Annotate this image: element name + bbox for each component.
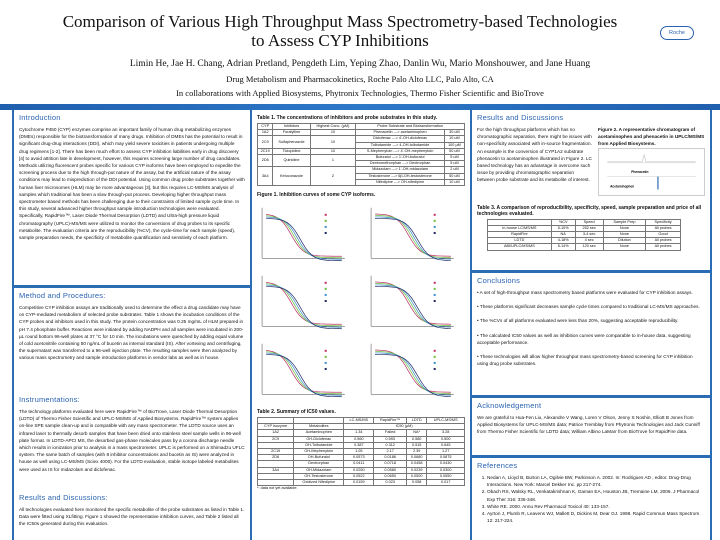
table-row xyxy=(258,480,465,486)
table-cell: 5-14% xyxy=(551,244,575,250)
table-cell: 0.312 xyxy=(374,442,407,448)
table-cell: Phenacetin ---> acetaminophen xyxy=(356,130,445,136)
references-panel xyxy=(472,458,710,540)
references-list xyxy=(477,474,705,524)
conclusions-heading: Conclusions xyxy=(477,276,521,285)
acknowledgement-text: We are grateful to Hua-Fen Liu, Alexandre V Wang, Loren V Olson, Jenny S Noshin, Elliott B Jones from Applied Biosystems for UPLC-MS/MS data; Patrice Tremblay from Phytronix Technologies and Jack Cunniff from Thermo Fisher Scientific for LDTD data; William Albino LaMarr from BioTrove for RapidFire data. xyxy=(477,415,700,435)
table-cell: OH-Diclofenac xyxy=(294,436,344,442)
table-cell: 1.27 xyxy=(427,449,465,455)
table-cell: 0.0300 xyxy=(427,467,465,473)
inhibition-curve-plot xyxy=(365,203,466,265)
column-header: Inhibitors xyxy=(273,124,310,130)
reference-item: 2. Obach RS, Walsky RL, Venkatakrishnan K, Gaman EA, Houston JB, Tremaine LM. 2006. J Pharmacol Exp Ther 316: 336-348. xyxy=(487,488,705,502)
column-header: UPLC-MS/MS xyxy=(427,418,465,424)
inhibition-curve-svg xyxy=(365,339,466,401)
table-cell: LDTD xyxy=(488,238,552,244)
table-cell: Ketoconazole xyxy=(273,167,310,186)
table-cell: Ticlopidine xyxy=(273,148,310,154)
table-cell: NA* xyxy=(406,430,426,436)
table-cell: 10 xyxy=(310,148,356,154)
conclusions-list xyxy=(477,289,705,367)
table-cell: RapidFire xyxy=(488,232,552,238)
legend-marker xyxy=(325,362,327,364)
legend-marker xyxy=(325,350,327,352)
column-header: CYP Isozyme xyxy=(258,424,294,430)
table-row xyxy=(488,244,681,250)
table-cell: Acetaminophen xyxy=(294,430,344,436)
column-header: Specificity xyxy=(646,219,680,225)
table-cell: 0.560 xyxy=(344,436,374,442)
conclusion-item: • These platforms significant decreases sample cycle times compared to traditional LC-MS/MS approaches. xyxy=(477,304,700,310)
legend-marker xyxy=(434,220,436,222)
table-cell: 2C9 xyxy=(258,136,273,148)
table1-block xyxy=(252,110,470,203)
table-cell: 0.0875 xyxy=(427,455,465,461)
inhibition-curve-plot xyxy=(365,271,466,333)
table-cell: 0.0580 xyxy=(374,467,407,473)
legend-marker xyxy=(325,220,327,222)
figure1-caption: Figure 1. Inhibition curves of some CYP isoforms. xyxy=(257,192,376,199)
affiliation: Drug Metabolism and Pharmacokinetics, Roche Palo Alto LLC, Palo Alto, CA xyxy=(226,74,494,84)
table-cell: 2D6 xyxy=(258,455,294,461)
table-cell: 50 uM xyxy=(444,148,464,154)
table-cell: None xyxy=(603,225,646,231)
curve-series xyxy=(266,353,342,395)
table-cell: None xyxy=(603,232,646,238)
table-cell: 0.023 xyxy=(374,480,407,486)
table-cell: 3-4 sec xyxy=(575,232,603,238)
column-header: %CV xyxy=(551,219,575,225)
introduction-text: Cytochrome P450 (CYP) enzymes comprise an important family of human drug metabolizing enzymes (DMEs) responsible for the biotransformation of many drugs. Inhibition of DMEs has the potential to result in significant drug-drug interactions (DDI), which may yield severe toxicities in patients undergoing multiple drug regimens [1-2]. There has been much effort to assess CYP inhibition liabilities early in drug discovery [4] to avoid attrition late in development, however, this requires screening large number of drug candidates. Methods utilizing fluorescent probes specific for various CYP isoforms have been employed to expedite the screening process due to the high through-put nature of the assay, but the artificial nature of the assay conditions may lead to misprediction of the DDI potential. Using common drug probe substrates together with human liver microsomes (HLM) may be more advantageous [3], but this requires LC-MS/MS analysis of samples which traditional has been a slow through-put process. Developing higher throughput mass spectrometer based methods has been challenging due to their constraints of limited sample cycle time. In this study, several advanced higher throughput sample introduction technologies were evaluated. Specifically, RapidFire™, Laser Diode Thermal Desorption (LDTD) and Ultra-high pressure liquid chromatography (UPLC)-MS/MS were utilized to monitor the conversions of drug probes to its specific metabolite. The evaluation criteria are the reproducibility (%CV), the cycle-time for each sample (speed), sample preparation needs, the specificity of metabolite quantification and sensitivity of each platform. xyxy=(19,127,245,241)
table-cell: 5 uM xyxy=(444,161,464,167)
table-cell: Sulfaphenazole xyxy=(273,136,310,148)
inhibition-curve-plot xyxy=(365,339,466,401)
left-column xyxy=(12,110,252,540)
authors: Limin He, Jae H. Chang, Adrian Pretland, Pengdeth Lim, Yeping Zhao, Danlin Wu, Mario Monshouwer, and Jane Huang xyxy=(129,59,591,69)
column-header: LC-MS/MS xyxy=(344,418,374,424)
table-cell: Diclofenac ---> 4'-OH-diclofenac xyxy=(356,136,445,142)
table1 xyxy=(257,123,465,186)
table-cell: 0.017 xyxy=(427,480,465,486)
table-cell: Furafylline xyxy=(273,130,310,136)
column-header: Metabolites xyxy=(294,424,344,430)
instrumentation-text: The technology platforms evaluated here were RapidFire™ of BioTrove, Laser Diode Thermal Desorption (LDTD) of Thermo Fisher Scientific and UPLC-MS/MS of Applied Biosystems. RapidFire™ system applies on-line SPE sample clean-up and is compatible with any mass spectrometer. The LDTD source uses an infrared laser to thermally desorb samples that have been dried onto stainless steel sample wells in 96-well plate format. In LDTD-APCI MS, the desorbed gas-phase molecules pass by a corona discharge needle which results in ionization prior to analysis in a mass spectrometer. UPLC is performed on a Shimadzu UFLC system. The same batch of samples (with 8 inhibitor concentrations and bucetin as IS) were analyzed in house as well using LC-MS/MS (Sciex 4000). For the LDTD evaluation, stable isotope labeled metabolites were used as IS for midazolam and diclofenac. xyxy=(19,409,245,472)
inhibition-curve-plot xyxy=(256,203,357,265)
figure2-caption: Figure 2. A representative chromatogram of acetaminophen and phenacetin in UPLC/MS/MS from Applied Biosystems. xyxy=(598,127,705,147)
table-cell: 1.34 xyxy=(344,430,374,436)
references-heading: References xyxy=(477,461,518,470)
table2-block xyxy=(252,401,470,490)
table-cell: 1 xyxy=(310,155,356,167)
table-cell: 2 xyxy=(310,167,356,186)
curve-series xyxy=(266,286,342,328)
inhibition-curve-svg xyxy=(365,271,466,333)
table-cell: 4-18% xyxy=(551,238,575,244)
results-left-panel xyxy=(14,490,250,540)
table-cell: 1A2 xyxy=(258,430,294,436)
legend-marker xyxy=(325,368,327,370)
table-cell xyxy=(258,480,294,486)
table-cell: All probes xyxy=(646,225,680,231)
table-cell: None xyxy=(603,244,646,250)
table-cell: Testosterone ---> 6β-OH-testosterone xyxy=(356,173,445,179)
table-cell: 0.0718 xyxy=(374,461,407,467)
conclusion-item: • These technologies will allow higher throughput mass spectrometry-based screening for CYP inhibition using drug probe substrates. xyxy=(477,354,693,367)
conclusion-item: • The %CVs of all platforms evaluated were less than 20%, suggesting acceptable reproducibility. xyxy=(477,318,679,324)
acknowledgement-panel xyxy=(472,398,710,458)
table-cell: 0.645 xyxy=(427,442,465,448)
figure1-plots xyxy=(252,203,470,401)
inhibition-curve-plot xyxy=(256,339,357,401)
table-cell: 1.05 xyxy=(344,449,374,455)
results-right-panel xyxy=(472,110,710,273)
legend-marker xyxy=(434,294,436,296)
column-header: Probe Substrate and Biotransformation xyxy=(356,124,465,130)
table-cell: 5 uM xyxy=(444,155,464,161)
table-cell: OH-Mephenytoin xyxy=(294,449,344,455)
column-header: Highest Conc. (µM) xyxy=(310,124,356,130)
table-cell: All probes xyxy=(646,244,680,250)
table-cell: OH-Bufuralol xyxy=(294,455,344,461)
curve-series xyxy=(266,218,342,260)
table-cell: 4 sec xyxy=(575,238,603,244)
curve-series xyxy=(375,215,451,257)
legend-marker xyxy=(325,300,327,302)
column-header: RapidFire™ xyxy=(374,418,407,424)
legend-marker xyxy=(434,282,436,284)
curve-series xyxy=(375,353,451,395)
table-cell: 0.0522 xyxy=(344,473,374,479)
table-cell: 0.580 xyxy=(406,436,426,442)
table-cell: Oxidized Nifedipine xyxy=(294,480,344,486)
legend-marker xyxy=(325,214,327,216)
table-cell: 0.058 xyxy=(406,480,426,486)
table3-caption: Table 3. A comparison of reproducibility, specificity, speed, sample preparation and price of all technologies evaluated. xyxy=(477,204,702,217)
reference-item: 4. Ayrton J, Plumb R, Leavens WJ, Mallett D, Dickins M, Dear GJ. 1998. Rapid Commun Mass Spectrom 12: 217-224. xyxy=(487,510,705,524)
table-cell: 2 uM xyxy=(444,167,464,173)
table-cell: 10 xyxy=(310,136,356,148)
table-cell: Nifedipine ---> OH-nifedipine xyxy=(356,179,445,185)
legend-marker xyxy=(434,300,436,302)
table-cell: S-Mephenytoin ---> 4'-OH-mephenytoin xyxy=(356,148,445,154)
table-cell: 0.0239 xyxy=(406,467,426,473)
curve-series xyxy=(266,354,342,396)
table-cell: 0.387 xyxy=(344,442,374,448)
reference-item: 3. White RE. 2000. Annu Rev Pharmacol Toxicol 40: 133-157. xyxy=(487,503,705,510)
table-cell: 50 uM xyxy=(444,173,464,179)
table2 xyxy=(257,417,465,486)
table3 xyxy=(487,219,681,251)
table-cell: 3A4 xyxy=(258,467,294,473)
table-cell: 2.39 xyxy=(406,449,426,455)
legend-marker xyxy=(434,288,436,290)
table-cell: Dextrorphan xyxy=(294,461,344,467)
table-cell: 2C19 xyxy=(258,148,273,154)
curve-series xyxy=(266,285,342,327)
table-cell: In-house LC/MS/MS xyxy=(488,225,552,231)
table2-footnote: *: data not yet available. xyxy=(257,486,298,491)
inhibition-curve-svg xyxy=(256,203,357,265)
table-cell: 0.0250 xyxy=(344,467,374,473)
table-cell: 120 sec xyxy=(575,244,603,250)
table-cell: OH-Testosterone xyxy=(294,473,344,479)
right-column xyxy=(472,110,712,540)
table-cell: 1A2 xyxy=(258,130,273,136)
curve-series xyxy=(375,217,451,259)
table-cell: OH-Tolbutamide xyxy=(294,442,344,448)
table-cell: 100 µM xyxy=(444,142,464,148)
table-cell: 3.28 xyxy=(427,430,465,436)
method-panel xyxy=(14,288,250,392)
table-cell: Dextromethorphan ---> Dextrorphan xyxy=(356,161,445,167)
instrumentation-panel xyxy=(14,392,250,492)
conclusions-panel xyxy=(472,273,710,398)
table-cell: 0.0573 xyxy=(344,455,374,461)
legend-marker xyxy=(434,356,436,358)
table-cell: 10 uM xyxy=(444,179,464,185)
method-heading: Method and Procedures: xyxy=(19,291,106,300)
conclusion-item: • A set of high-throughput mass spectrometry based platforms were evaluated for CYP inhibition assays. xyxy=(477,290,693,295)
table-cell: 3A4 xyxy=(258,167,273,186)
results-right-text: For the high throughput platforms which has no chromatographic separation, there might be issues with non-specificity associated with in-source fragmentation. An example is the conversion of CYP1A2 substrate phenacetin to acetaminophen illustrated in Figure 2. LC based technology has an advantage in overcome such issue by providing chromatographic separation between probe substrate and its metabolite of interest. xyxy=(477,127,592,183)
table-cell: All probes xyxy=(646,238,680,244)
legend-marker xyxy=(434,362,436,364)
table-cell: 10 uM xyxy=(444,136,464,142)
phenacetin-label: Phenacetin xyxy=(631,169,649,174)
legend-marker xyxy=(325,356,327,358)
table-cell: Good xyxy=(646,232,680,238)
curve-series xyxy=(266,217,342,259)
table1-caption: Table 1. The concentrations of inhibitors and probe substrates in this study. xyxy=(257,115,438,121)
legend-marker xyxy=(434,232,436,234)
column-header: Speed xyxy=(575,219,603,225)
legend-marker xyxy=(325,232,327,234)
legend-marker xyxy=(434,368,436,370)
table-cell: 0.500 xyxy=(427,436,465,442)
legend-marker xyxy=(434,226,436,228)
table-cell: Dilution xyxy=(603,238,646,244)
table-cell: 2.17 xyxy=(374,449,407,455)
table-cell: 30 uM xyxy=(444,130,464,136)
acetaminophen-label: Acetaminophen xyxy=(610,184,635,189)
table-cell: OH-Midazolam xyxy=(294,467,344,473)
column-header: IC50 (µM) xyxy=(344,424,465,430)
table-cell: 2C19 xyxy=(258,449,294,455)
instrumentation-heading: Instrumentations: xyxy=(19,395,80,404)
middle-column xyxy=(252,110,472,540)
method-text: Competitive CYP inhibition assays are traditionally used to determine the effect a drug candidate may have on CYP-mediated metabolism of selected probe substrates. Table 1 shows the incubation conditions of the CYP probes and inhibitors used in this study. The protein concentration was 0.25 mg/mL of HLM prepared in pH 7.4 phosphate buffer. Reactions were initiated by adding NADPH and all samples were incubated in 200-µL round bottom 96-well plates at 37 °C for 10 min. The incubations were quenched by adding equal volume of cold acetonitrile containing 50 ng/mL of bucetin as internal standard (IS). After vortexing and centrifuging, the supernatant was transferred to a 96-well injection plate. The resulting samples were then analyzed by various mass spectrometry and sample introduction platforms in vendor labs as well as in house. xyxy=(19,305,244,361)
roche-logo: Roche xyxy=(660,26,694,40)
table-cell: Failed xyxy=(374,430,407,436)
legend-marker xyxy=(325,294,327,296)
table-cell: 0.0159 xyxy=(344,480,374,486)
table-cell: 252 sec xyxy=(575,225,603,231)
table-cell: 0.515 xyxy=(406,442,426,448)
table-cell: 0.0650 xyxy=(374,473,407,479)
table-cell: Midazolam ---> 1'-OH-midazolam xyxy=(356,167,445,173)
table-cell: 0.0186 xyxy=(374,455,407,461)
results-left-text: All technologies evaluated here monitored the specific metabolite of the probe substrates as listed in Table 1. Data were fitted using XLfitting. Figure 1 showed the representative inhibition curves, and Table 2 listed all the IC50s generated during this evaluation. xyxy=(19,507,245,527)
legend-marker xyxy=(325,226,327,228)
table-cell: 0.0430 xyxy=(427,461,465,467)
results-left-heading: Results and Discussions: xyxy=(19,493,108,502)
column-header: Sample Prep xyxy=(603,219,646,225)
table2-caption: Table 2. Summary of IC50 values. xyxy=(257,409,336,416)
legend-marker xyxy=(434,214,436,216)
table-cell: Bufuralol ---> 1'-OH-bufuralol xyxy=(356,155,445,161)
legend-marker xyxy=(325,282,327,284)
collaboration: In collaborations with Applied Biosystems, Phytronix Technologies, Thermo Fisher Scientific and BioTrove xyxy=(176,88,544,98)
curve-series xyxy=(375,283,451,325)
table-cell: Quinidine xyxy=(273,155,310,167)
inhibition-curve-plot xyxy=(256,271,357,333)
legend-marker xyxy=(434,350,436,352)
curve-series xyxy=(375,351,451,393)
inhibition-curve-svg xyxy=(256,339,357,401)
table-cell: Tolbutamide ---> 4-OH-tolbutamide xyxy=(356,142,445,148)
poster-title: Comparison of Various High Throughput Mass Spectrometry-based Technologies to Assess CYP Inhibitions xyxy=(62,12,618,50)
table-cell: 0.0550 xyxy=(427,473,465,479)
table-cell: 10 xyxy=(310,130,356,136)
table-cell: 5-10% xyxy=(551,225,575,231)
table-cell: 0.0680 xyxy=(406,455,426,461)
figure2-chromatogram xyxy=(598,148,705,196)
introduction-heading: Introduction xyxy=(19,113,61,122)
table-cell: 0.0500 xyxy=(406,473,426,479)
table-cell: 0.593 xyxy=(374,436,407,442)
table-cell: ABI/UPLC/MS/MS xyxy=(488,244,552,250)
results-right-heading: Results and Discussions xyxy=(477,113,564,122)
conclusion-item: • The calculated IC50 values as well as inhibition curves were comparable to in-house data, suggesting acceptable performance. xyxy=(477,332,691,345)
table-cell: 2C9 xyxy=(258,436,294,442)
acknowledgement-heading: Acknowledgement xyxy=(477,401,542,410)
table-cell: 0.0458 xyxy=(406,461,426,467)
inhibition-curve-svg xyxy=(365,203,466,265)
column-header: CYP xyxy=(258,124,273,130)
curve-series xyxy=(375,285,451,327)
legend-marker xyxy=(325,288,327,290)
table-cell: 2D6 xyxy=(258,155,273,167)
column-header: LDTD xyxy=(406,418,426,424)
table-cell: NA xyxy=(551,232,575,238)
reference-item: 1. Nedan A, Lloyd B, Burton LA, Ogilvie BW, Parkinson A. 2002. In: Rodrigues AD , editor. Drug-Drug Interactions. New York: Marcel Dekker Inc. pp 217-274. xyxy=(487,474,705,488)
inhibition-curve-svg xyxy=(256,271,357,333)
introduction-panel xyxy=(14,110,250,288)
table-cell: 0.0411 xyxy=(344,461,374,467)
